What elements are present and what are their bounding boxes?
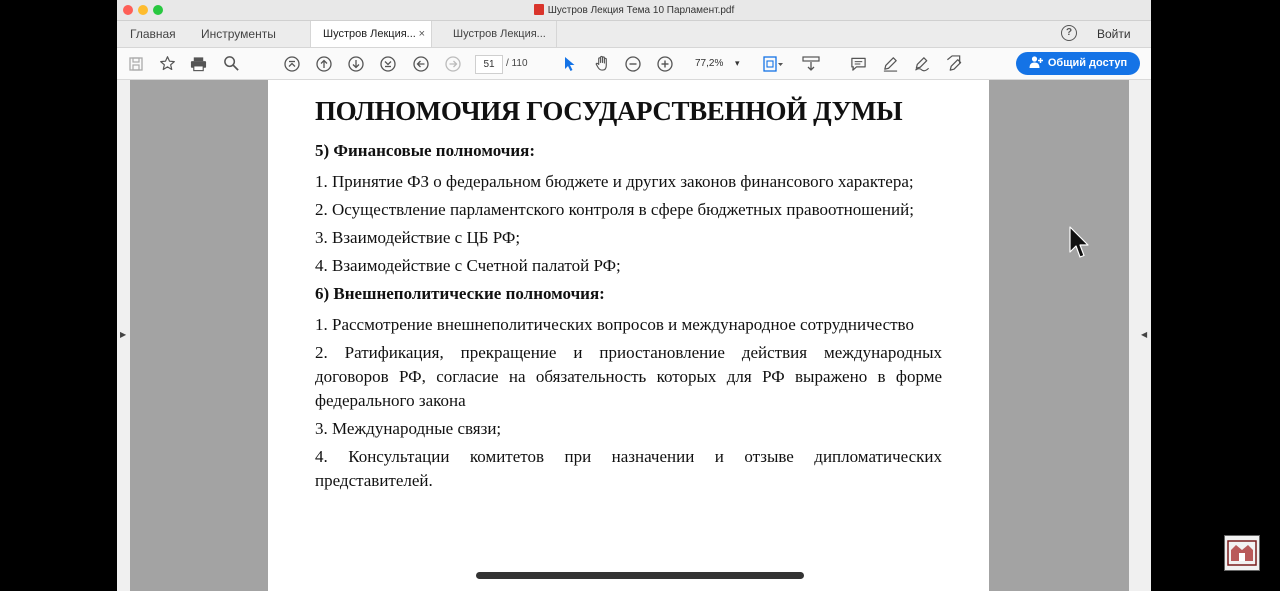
zoom-out-icon[interactable] — [623, 48, 643, 79]
sign-in-link[interactable]: Войти — [1097, 27, 1131, 41]
zoom-value: 77,2% — [695, 58, 724, 69]
tab-tools[interactable]: Инструменты — [201, 27, 276, 41]
section-heading: 6) Внешнеполитические полномочия: — [315, 284, 605, 303]
list-item: 3. Взаимодействие с ЦБ РФ; — [315, 228, 521, 247]
pdf-page — [268, 80, 989, 591]
zoom-in-icon[interactable] — [655, 48, 675, 79]
home-indicator[interactable] — [476, 572, 804, 579]
pdf-file-icon — [534, 4, 544, 15]
list-item: 4. Взаимодействие с Счетной палатой РФ; — [315, 256, 621, 275]
save-icon[interactable] — [125, 48, 147, 79]
fit-page-icon[interactable] — [760, 48, 786, 79]
tab-bar — [117, 21, 1151, 48]
tab-document-label: Шустров Лекция... — [323, 28, 416, 40]
window-title: Шустров Лекция Тема 10 Парламент.pdf — [117, 4, 1151, 16]
university-logo — [1224, 535, 1260, 571]
first-page-icon[interactable] — [282, 48, 302, 79]
edit-pdf-icon[interactable] — [943, 48, 965, 79]
chevron-right-icon[interactable]: ▶ — [120, 330, 127, 339]
user-plus-icon — [1029, 55, 1043, 78]
page-total: / 110 — [506, 58, 528, 69]
hand-icon[interactable] — [591, 48, 613, 79]
star-icon[interactable] — [156, 48, 178, 79]
share-button-label: Общий доступ — [1047, 57, 1128, 69]
list-item: 1. Рассмотрение внешнеполитических вопросов и международное сотрудничество — [315, 315, 914, 334]
page-title: ПОЛНОМОЧИЯ ГОСУДАРСТВЕННОЙ ДУМЫ — [315, 96, 903, 126]
next-page-icon[interactable] — [346, 48, 366, 79]
toolbar — [117, 48, 1151, 80]
zoom-select[interactable] — [687, 55, 745, 72]
sign-icon[interactable] — [911, 48, 933, 79]
list-item: 3. Международные связи; — [315, 419, 502, 438]
tab-document-active[interactable] — [310, 21, 432, 47]
share-button[interactable] — [1016, 52, 1140, 75]
forward-icon[interactable] — [443, 48, 463, 79]
chevron-down-icon: ▾ — [735, 58, 740, 68]
scroll-mode-icon[interactable] — [800, 48, 822, 79]
help-icon[interactable]: ? — [1061, 25, 1077, 41]
acrobat-window — [117, 0, 1151, 591]
list-item: 4. Консультации комитетов при назначении и отзыве дипломатических представителей. — [315, 447, 942, 490]
list-item: 2. Осуществление парламентского контроля в сфере бюджетных правоотношений; — [315, 200, 914, 219]
document-viewer[interactable] — [117, 80, 1151, 591]
tab-home[interactable]: Главная — [130, 27, 176, 41]
last-page-icon[interactable] — [378, 48, 398, 79]
comment-icon[interactable] — [847, 48, 869, 79]
back-icon[interactable] — [411, 48, 431, 79]
right-panel-toggle[interactable] — [1129, 80, 1151, 591]
arrow-cursor-icon[interactable] — [560, 48, 580, 79]
highlight-pen-icon[interactable] — [879, 48, 901, 79]
previous-page-icon[interactable] — [314, 48, 334, 79]
tab-document-second[interactable]: Шустров Лекция... — [433, 21, 557, 47]
list-item: 1. Принятие ФЗ о федеральном бюджете и других законов финансового характера; — [315, 172, 914, 191]
page-number-input[interactable]: 51 — [475, 55, 503, 74]
section-heading: 5) Финансовые полномочия: — [315, 141, 536, 160]
list-item: 2. Ратификация, прекращение и приостановление действия международных договоров РФ, согласие на обязательность которых для РФ выражено в форме федерального закона — [315, 343, 942, 410]
print-icon[interactable] — [187, 48, 209, 79]
close-tab-icon[interactable]: × — [418, 28, 425, 40]
chevron-left-icon[interactable]: ◀ — [1141, 330, 1148, 339]
mouse-pointer-icon — [1068, 226, 1090, 260]
title-bar — [117, 0, 1151, 21]
page-content — [315, 96, 942, 497]
search-icon[interactable] — [220, 48, 242, 79]
